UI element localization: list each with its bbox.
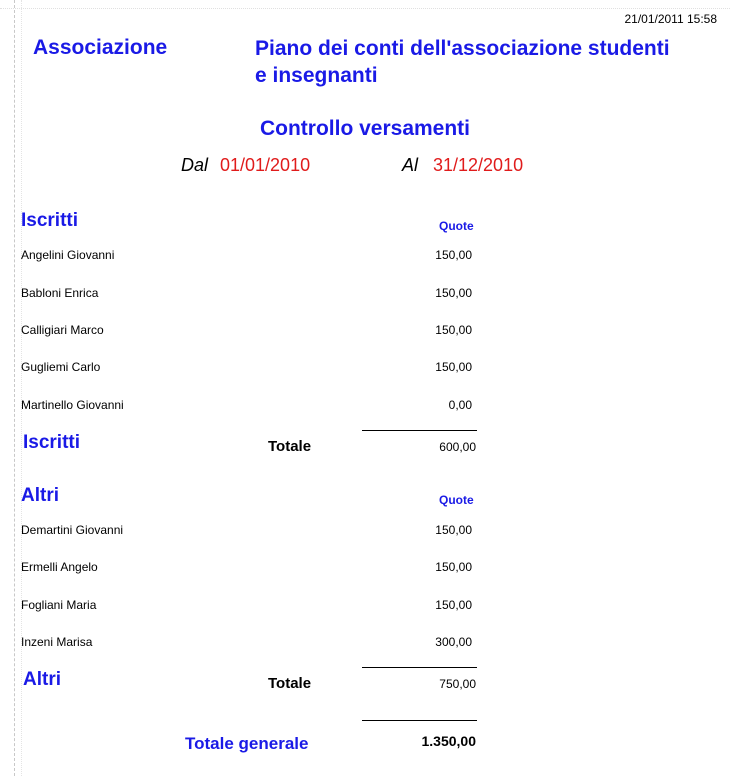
subtotal-label: Totale bbox=[268, 675, 312, 692]
member-name: Babloni Enrica bbox=[21, 286, 99, 300]
print-timestamp: 21/01/2011 15:58 bbox=[624, 12, 717, 26]
period-to-date: 31/12/2010 bbox=[433, 155, 524, 175]
subtotal-rule bbox=[362, 667, 477, 668]
member-amount: 300,00 bbox=[435, 635, 472, 649]
member-amount: 150,00 bbox=[435, 598, 472, 612]
period-from-label: Dal bbox=[181, 155, 209, 175]
subtotal-rule bbox=[362, 430, 477, 431]
subtotal-label: Totale bbox=[268, 438, 312, 455]
report-subtitle: Controllo versamenti bbox=[259, 117, 471, 140]
subtotal-value: 600,00 bbox=[439, 440, 476, 454]
report-title: Piano dei conti dell'associazione studenti e insegnanti bbox=[255, 37, 670, 87]
member-amount: 150,00 bbox=[435, 286, 472, 300]
column-header-quote: Quote bbox=[439, 219, 474, 233]
member-amount: 150,00 bbox=[435, 323, 472, 337]
member-name: Angelini Giovanni bbox=[21, 248, 115, 262]
grand-total-rule bbox=[362, 720, 477, 721]
member-name: Fogliani Maria bbox=[21, 598, 97, 612]
grand-total-label: Totale generale bbox=[185, 734, 309, 753]
section-footer-altri: Altri bbox=[23, 669, 61, 690]
member-amount: 150,00 bbox=[435, 248, 472, 262]
period-from-date: 01/01/2010 bbox=[220, 155, 311, 175]
member-amount: 0,00 bbox=[448, 398, 472, 412]
top-margin-guide bbox=[0, 8, 730, 9]
grand-total-value: 1.350,00 bbox=[421, 733, 476, 749]
member-name: Demartini Giovanni bbox=[21, 523, 124, 537]
member-name: Ermelli Angelo bbox=[21, 560, 98, 574]
member-amount: 150,00 bbox=[435, 523, 472, 537]
member-name: Calligiari Marco bbox=[21, 323, 104, 337]
section-title-altri: Altri bbox=[21, 485, 59, 506]
member-name: Inzeni Marisa bbox=[21, 635, 93, 649]
member-amount: 150,00 bbox=[435, 560, 472, 574]
organization-name: Associazione bbox=[33, 36, 168, 59]
subtotal-value: 750,00 bbox=[439, 677, 476, 691]
member-amount: 150,00 bbox=[435, 360, 472, 374]
member-name: Martinello Giovanni bbox=[21, 398, 124, 412]
period-to-label: Al bbox=[402, 155, 419, 175]
section-title-iscritti: Iscritti bbox=[21, 210, 79, 231]
member-name: Gugliemi Carlo bbox=[21, 360, 101, 374]
column-header-quote: Quote bbox=[439, 493, 474, 507]
section-footer-iscritti: Iscritti bbox=[23, 432, 81, 453]
